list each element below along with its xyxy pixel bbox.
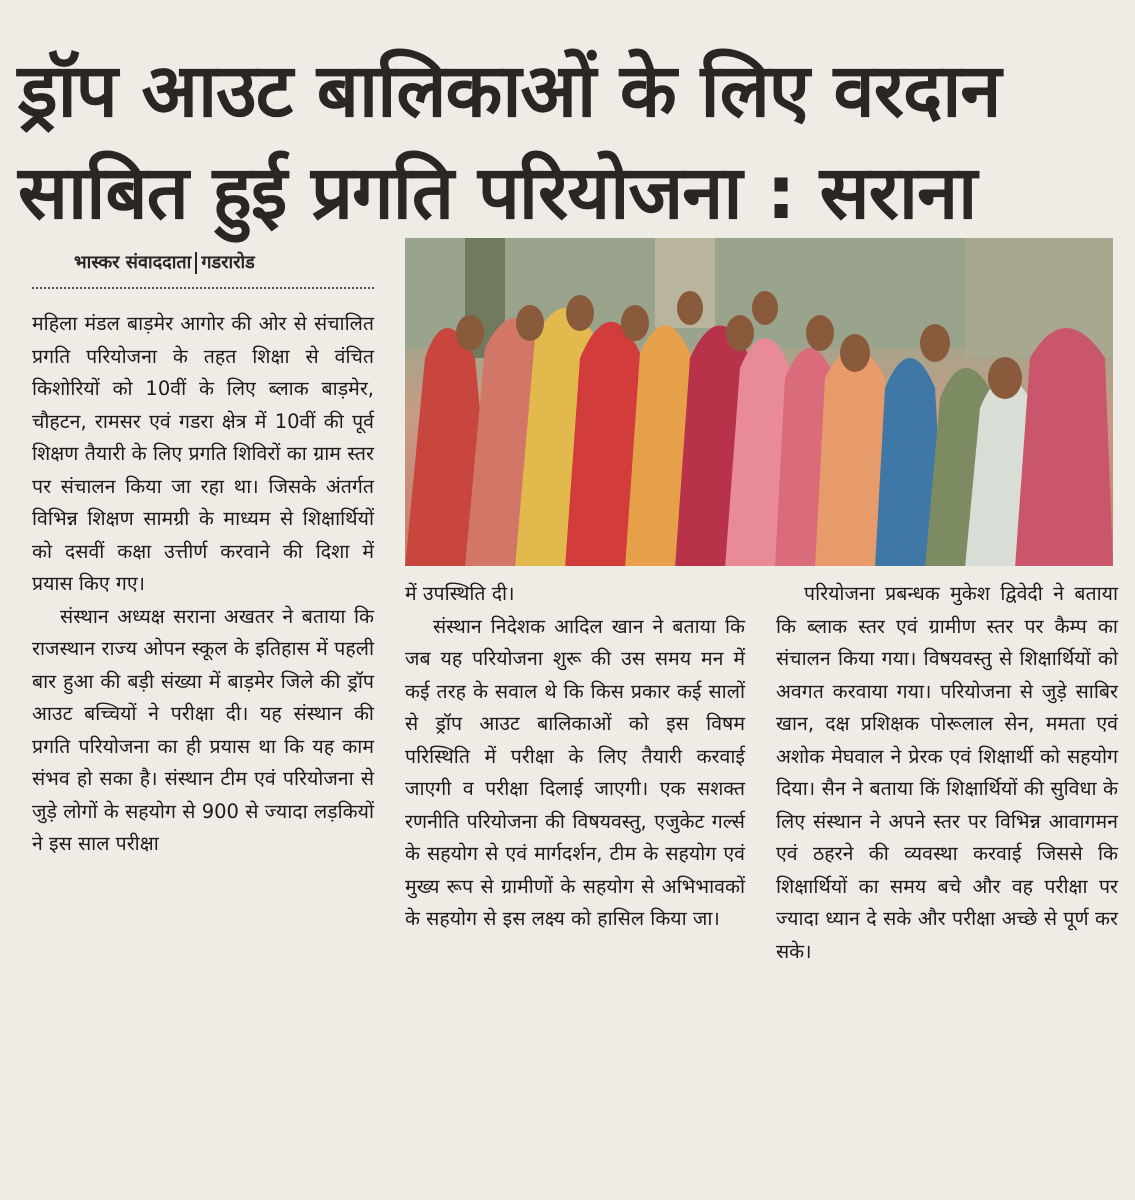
- paragraph: में उपस्थिति दी।: [405, 582, 515, 605]
- byline-reporter: भास्कर संवाददाता: [74, 252, 192, 273]
- article-column-1: [32, 308, 374, 861]
- dotted-divider: [32, 287, 374, 289]
- headline-line-2: साबित हुई प्रगति परियोजना : सराना: [18, 150, 977, 236]
- group-photo: [405, 238, 1113, 566]
- headline-line-1: ड्रॉप आउट बालिकाओं के लिए वरदान: [18, 48, 1001, 134]
- article-column-2: [405, 578, 745, 936]
- byline-place: गडरारोड: [201, 252, 255, 273]
- paragraph: संस्थान अध्यक्ष सराना अखतर ने बताया कि राजस्थान राज्य ओपन स्कूल के इतिहास में पहली बार हुआ की बड़ी संख्या में बाड़मेर जिले की ड्रॉप आउट बच्चियों ने परीक्षा दी। यह संस्थान की प्रगति परियोजना का ही प्रयास था कि यह काम संभव हो सका है। संस्थान टीम एवं परियोजना से जुड़े लोगों के सहयोग से 900 से ज्यादा लड़कियों ने इस साल परीक्षा: [32, 604, 374, 855]
- byline-separator: [195, 252, 197, 274]
- paragraph: संस्थान निदेशक आदिल खान ने बताया कि जब यह परियोजना शुरू की उस समय मन में कई तरह के सवाल थे कि किस प्रकार कई सालों से ड्रॉप आउट बालिकाओं को इस विषम परिस्थिति में परीक्षा के लिए तैयारी करवाई जाएगी व परीक्षा दिलाई जाएगी। एक सशक्त रणनीति परियोजना की विषयवस्तु, एजुकेट गर्ल्स के सहयोग से एवं मार्गदर्शन, टीम के सहयोग एवं मुख्य रूप से ग्रामीणों के सहयोग से अभिभावकों के सहयोग से इस लक्ष्य को हासिल किया जा।: [405, 614, 745, 930]
- paragraph: परियोजना प्रबन्धक मुकेश द्विवेदी ने बताया कि ब्लाक स्तर एवं ग्रामीण स्तर पर कैम्प का संचालन किया गया। विषयवस्तु से शिक्षार्थियों को अवगत करवाया गया। परियोजना से जुड़े साबिर खान, दक्ष प्रशिक्षक पोरूलाल सेन, ममता एवं अशोक मेघवाल ने प्रेरक एवं शिक्षार्थी को सहयोग दिया। सैन ने बताया किं शिक्षार्थियों की सुविधा के लिए संस्थान ने अपने स्तर पर विभिन्न आवागमन एवं ठहरने की व्यवस्था करवाई जिससे कि शिक्षार्थियों का समय बचे और वह परीक्षा पर ज्यादा ध्यान दे सके और परीक्षा अच्छे से पूर्ण कर सके।: [776, 582, 1118, 963]
- paragraph: महिला मंडल बाड़मेर आगोर की ओर से संचालित प्रगति परियोजना के तहत शिक्षा से वंचित किशोरियों को 10वीं के लिए ब्लाक बाड़मेर, चौहटन, रामसर एवं गडरा क्षेत्र में 10वीं की पूर्व शिक्षण तैयारी के लिए प्रगति शिविरों का ग्राम स्तर पर संचालन किया जा रहा था। जिसके अंतर्गत विभिन्न शिक्षण सामग्री के माध्यम से शिक्षार्थियों को दसवीं कक्षा उत्तीर्ण करवाने की दिशा में प्रयास किए गए।: [32, 312, 374, 595]
- byline: [74, 250, 255, 274]
- article-column-3: [776, 578, 1118, 968]
- headline: [18, 40, 1118, 244]
- group-photo-illustration: [405, 238, 1113, 566]
